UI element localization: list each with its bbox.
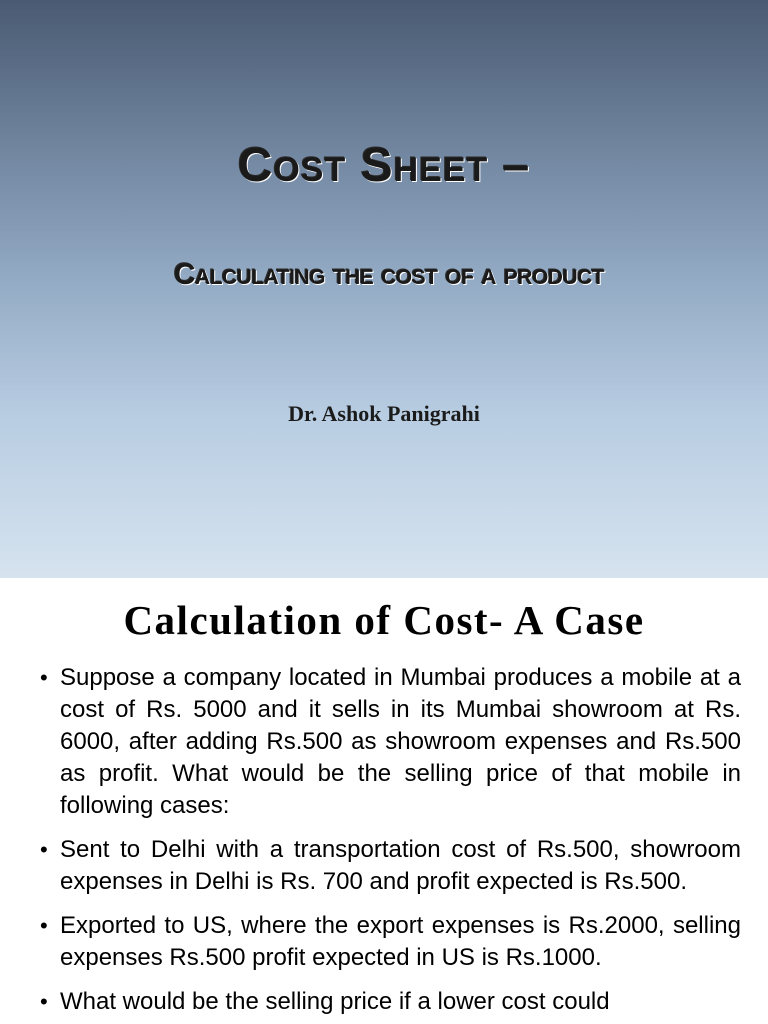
content-slide <box>0 578 768 1024</box>
bullet-icon: • <box>40 913 48 938</box>
bullet-item <box>0 910 768 974</box>
bullet-item <box>0 662 768 822</box>
bullet-text: Suppose a company located in Mumbai produces a mobile at a cost of Rs. 5000 and it sells in its Mumbai showroom at Rs. 6000, after adding Rs.500 as showroom expenses and Rs.500 as profit. What would be the selling price of that mobile in following cases: <box>60 664 741 819</box>
slide-subtitle: Calculating the cost of a product <box>173 258 605 291</box>
slide-title: Cost Sheet – <box>237 139 531 192</box>
bullet-item <box>0 834 768 898</box>
bullet-icon: • <box>40 837 48 862</box>
bullet-item <box>0 986 768 1018</box>
bullet-text: Exported to US, where the export expenses is Rs.2000, selling expenses Rs.500 profit expected in US is Rs.1000. <box>60 912 741 971</box>
bullet-text: Sent to Delhi with a transportation cost of Rs.500, showroom expenses in Delhi is Rs. 700 and profit expected is Rs.500. <box>60 836 741 895</box>
bullet-icon: • <box>40 665 48 690</box>
bullet-list <box>0 662 768 1024</box>
bullet-text: What would be the selling price if a lower cost could <box>60 988 610 1015</box>
bullet-icon: • <box>40 989 48 1014</box>
author-name: Dr. Ashok Panigrahi <box>288 401 480 426</box>
content-slide-title: Calculation of Cost- A Case <box>123 597 645 643</box>
